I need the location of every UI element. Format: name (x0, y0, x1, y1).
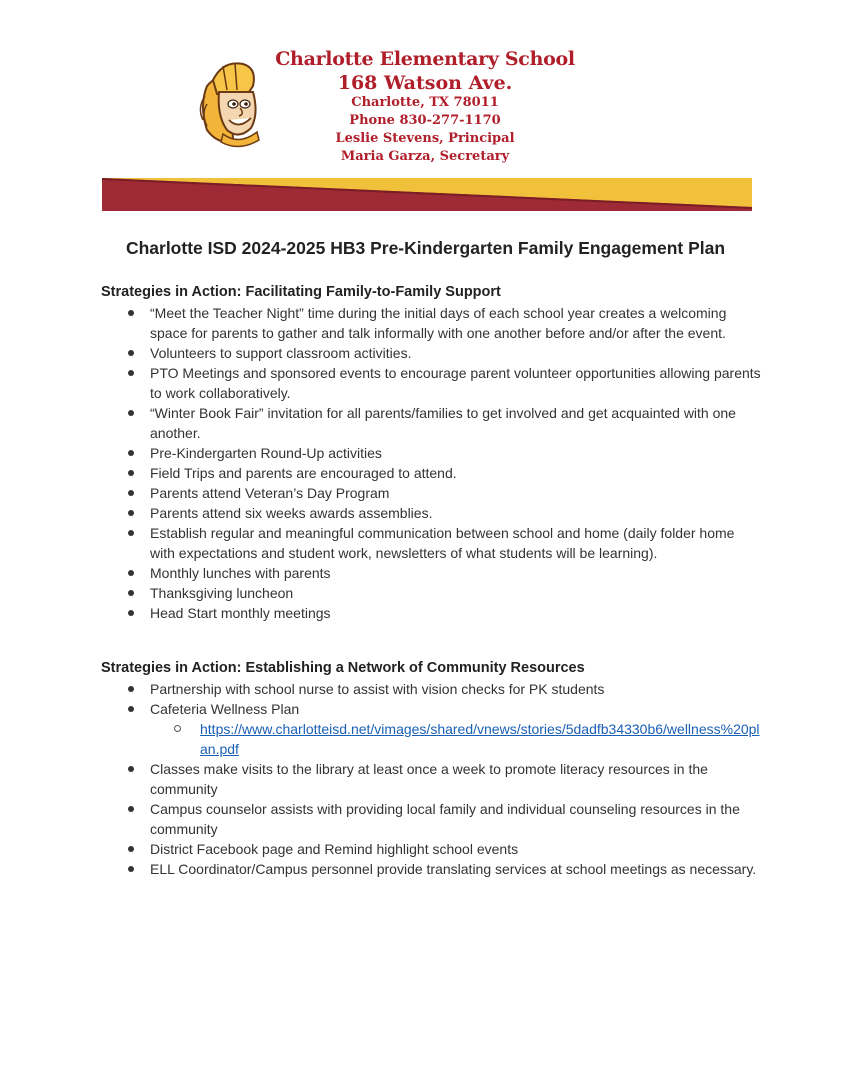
list-item: Pre-Kindergarten Round-Up activities (101, 443, 761, 463)
bullet-icon (128, 410, 134, 416)
list-item: Parents attend Veteran’s Day Program (101, 483, 761, 503)
list-item: “Meet the Teacher Night” time during the initial days of each school year creates a welcoming space for parents to gather and talk informally with one another before and/or after the event. (101, 303, 761, 343)
section-community-resources (101, 658, 761, 879)
bullet-list (101, 303, 761, 623)
bullet-icon (128, 766, 134, 772)
list-item: ELL Coordinator/Campus personnel provide translating services at school meetings as necessary. (101, 859, 761, 879)
list-item: Monthly lunches with parents (101, 563, 761, 583)
bullet-icon (128, 846, 134, 852)
hollow-bullet-icon (174, 725, 181, 732)
bullet-icon (128, 530, 134, 536)
school-phone: Phone 830-277-1170 (349, 113, 501, 128)
list-item: Thanksgiving luncheon (101, 583, 761, 603)
list-item: Classes make visits to the library at least once a week to promote literacy resources in the community (101, 759, 761, 799)
bullet-icon (128, 450, 134, 456)
bullet-icon (128, 866, 134, 872)
school-city: Charlotte, TX 78011 (351, 95, 499, 110)
list-item: Volunteers to support classroom activities. (101, 343, 761, 363)
bullet-icon (128, 686, 134, 692)
sub-list-item (150, 719, 761, 759)
bullet-icon (128, 350, 134, 356)
list-item: Cafeteria Wellness Plan https://www.charlotteisd.net/vimages/shared/vnews/stories/5dadfb34330b6/wellness%20plan.pdf (101, 699, 761, 759)
bullet-icon (128, 590, 134, 596)
letterhead (0, 0, 851, 215)
list-item: Parents attend six weeks awards assemblies. (101, 503, 761, 523)
list-item: Head Start monthly meetings (101, 603, 761, 623)
list-item: PTO Meetings and sponsored events to encourage parent volunteer opportunities allowing parents to work collaboratively. (101, 363, 761, 403)
bullet-list (101, 679, 761, 879)
bullet-icon (128, 706, 134, 712)
wellness-plan-link[interactable]: https://www.charlotteisd.net/vimages/shared/vnews/stories/5dadfb34330b6/wellness%20plan.pdf (200, 721, 760, 757)
list-item: Establish regular and meaningful communication between school and home (daily folder home with expectations and student work, newsletters of what students will be learning). (101, 523, 761, 563)
bullet-icon (128, 310, 134, 316)
bullet-icon (128, 370, 134, 376)
list-item: Partnership with school nurse to assist with vision checks for PK students (101, 679, 761, 699)
list-item: “Winter Book Fair” invitation for all parents/families to get involved and get acquainted with one another. (101, 403, 761, 443)
sub-list (150, 719, 761, 759)
school-name: Charlotte Elementary School (275, 48, 575, 70)
bullet-icon (128, 510, 134, 516)
document-title: Charlotte ISD 2024-2025 HB3 Pre-Kindergarten Family Engagement Plan (125, 238, 726, 258)
list-item: Field Trips and parents are encouraged to attend. (101, 463, 761, 483)
section-family-support (101, 282, 761, 623)
bullet-icon (128, 806, 134, 812)
list-item: District Facebook page and Remind highlight school events (101, 839, 761, 859)
section-heading: Strategies in Action: Facilitating Family-to-Family Support (101, 284, 501, 300)
school-info (250, 46, 600, 166)
list-item: Campus counselor assists with providing local family and individual counseling resources in the community (101, 799, 761, 839)
bullet-icon (128, 610, 134, 616)
section-heading: Strategies in Action: Establishing a Network of Community Resources (101, 660, 585, 676)
bullet-icon (128, 570, 134, 576)
bullet-icon (128, 470, 134, 476)
school-secretary: Maria Garza, Secretary (340, 149, 510, 164)
letterhead-color-band (102, 178, 752, 211)
school-principal: Leslie Stevens, Principal (335, 131, 515, 146)
bullet-icon (128, 490, 134, 496)
school-address: 168 Watson Ave. (337, 72, 513, 94)
